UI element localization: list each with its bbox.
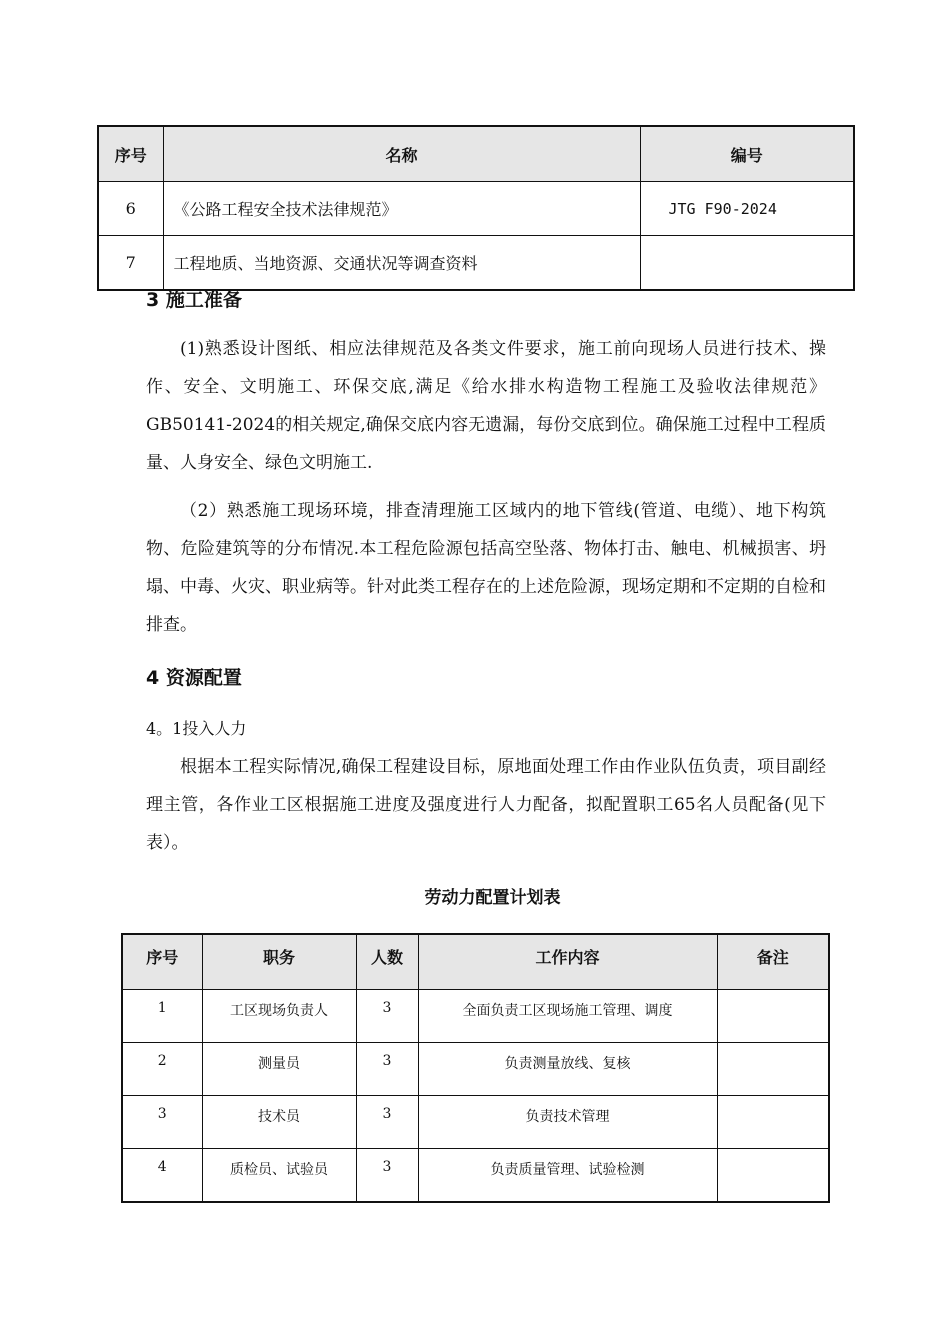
cell-no: 6 bbox=[98, 182, 163, 236]
cell-count: 3 bbox=[356, 990, 418, 1043]
column-header-count: 人数 bbox=[356, 934, 418, 990]
cell-note bbox=[717, 1149, 829, 1203]
column-header-no: 序号 bbox=[98, 126, 163, 182]
cell-no: 2 bbox=[122, 1043, 202, 1096]
table-row bbox=[98, 236, 854, 291]
cell-name: 《公路工程安全技术法律规范》 bbox=[163, 182, 640, 236]
cell-work: 负责质量管理、试验检测 bbox=[418, 1149, 717, 1203]
cell-role: 工区现场负责人 bbox=[202, 990, 356, 1043]
cell-name: 工程地质、当地资源、交通状况等调查资料 bbox=[163, 236, 640, 291]
cell-no: 1 bbox=[122, 990, 202, 1043]
section-3-paragraph-1: (1)熟悉设计图纸、相应法律规范及各类文件要求，施工前向现场人员进行技术、操作、安全、文明施工、环保交底,满足《给水排水构造物工程施工及验收法律规范》GB50141-2024的相关规定,确保交底内容无遗漏，每份交底到位。确保施工过程中工程质量、人身安全、绿色文明施工. bbox=[146, 339, 826, 473]
cell-note bbox=[717, 1096, 829, 1149]
section-4-heading: 4 资源配置 bbox=[146, 667, 242, 689]
cell-count: 3 bbox=[356, 1043, 418, 1096]
column-header-work: 工作内容 bbox=[418, 934, 717, 990]
cell-work: 负责测量放线、复核 bbox=[418, 1043, 717, 1096]
cell-role: 质检员、试验员 bbox=[202, 1149, 356, 1203]
cell-role: 测量员 bbox=[202, 1043, 356, 1096]
cell-code: JTG F90-2024 bbox=[640, 182, 854, 236]
cell-note bbox=[717, 1043, 829, 1096]
cell-work: 全面负责工区现场施工管理、调度 bbox=[418, 990, 717, 1043]
column-header-no: 序号 bbox=[122, 934, 202, 990]
cell-work: 负责技术管理 bbox=[418, 1096, 717, 1149]
cell-role: 技术员 bbox=[202, 1096, 356, 1149]
column-header-code: 编号 bbox=[640, 126, 854, 182]
labor-plan-table bbox=[121, 933, 830, 1203]
section-4-1-subheading: 4。1投入人力 bbox=[146, 719, 247, 738]
cell-no: 3 bbox=[122, 1096, 202, 1149]
section-3-paragraph-2: （2）熟悉施工现场环境，排查清理施工区域内的地下管线(管道、电缆）、地下构筑物、危险建筑等的分布情况.本工程危险源包括高空坠落、物体打击、触电、机械损害、坍塌、中毒、火灾、职业病等。针对此类工程存在的上述危险源，现场定期和不定期的自检和排查。 bbox=[146, 501, 826, 635]
column-header-note: 备注 bbox=[717, 934, 829, 990]
column-header-name: 名称 bbox=[163, 126, 640, 182]
table-row bbox=[122, 1096, 829, 1149]
section-4-paragraph: 根据本工程实际情况,确保工程建设目标，原地面处理工作由作业队伍负责，项目副经理主管，各作业工区根据施工进度及强度进行人力配备，拟配置职工65名人员配备(见下表）。 bbox=[146, 757, 826, 853]
column-header-role: 职务 bbox=[202, 934, 356, 990]
cell-count: 3 bbox=[356, 1096, 418, 1149]
cell-no: 7 bbox=[98, 236, 163, 291]
cell-no: 4 bbox=[122, 1149, 202, 1203]
reference-table bbox=[97, 125, 855, 291]
cell-code bbox=[640, 236, 854, 291]
table-header-row bbox=[122, 934, 829, 990]
table-row bbox=[98, 182, 854, 236]
table-row bbox=[122, 990, 829, 1043]
table-header-row bbox=[98, 126, 854, 182]
section-3-heading: 3 施工准备 bbox=[146, 289, 242, 311]
cell-count: 3 bbox=[356, 1149, 418, 1203]
table-row bbox=[122, 1043, 829, 1096]
cell-note bbox=[717, 990, 829, 1043]
table-row bbox=[122, 1149, 829, 1203]
table-caption: 劳动力配置计划表 bbox=[424, 888, 561, 908]
